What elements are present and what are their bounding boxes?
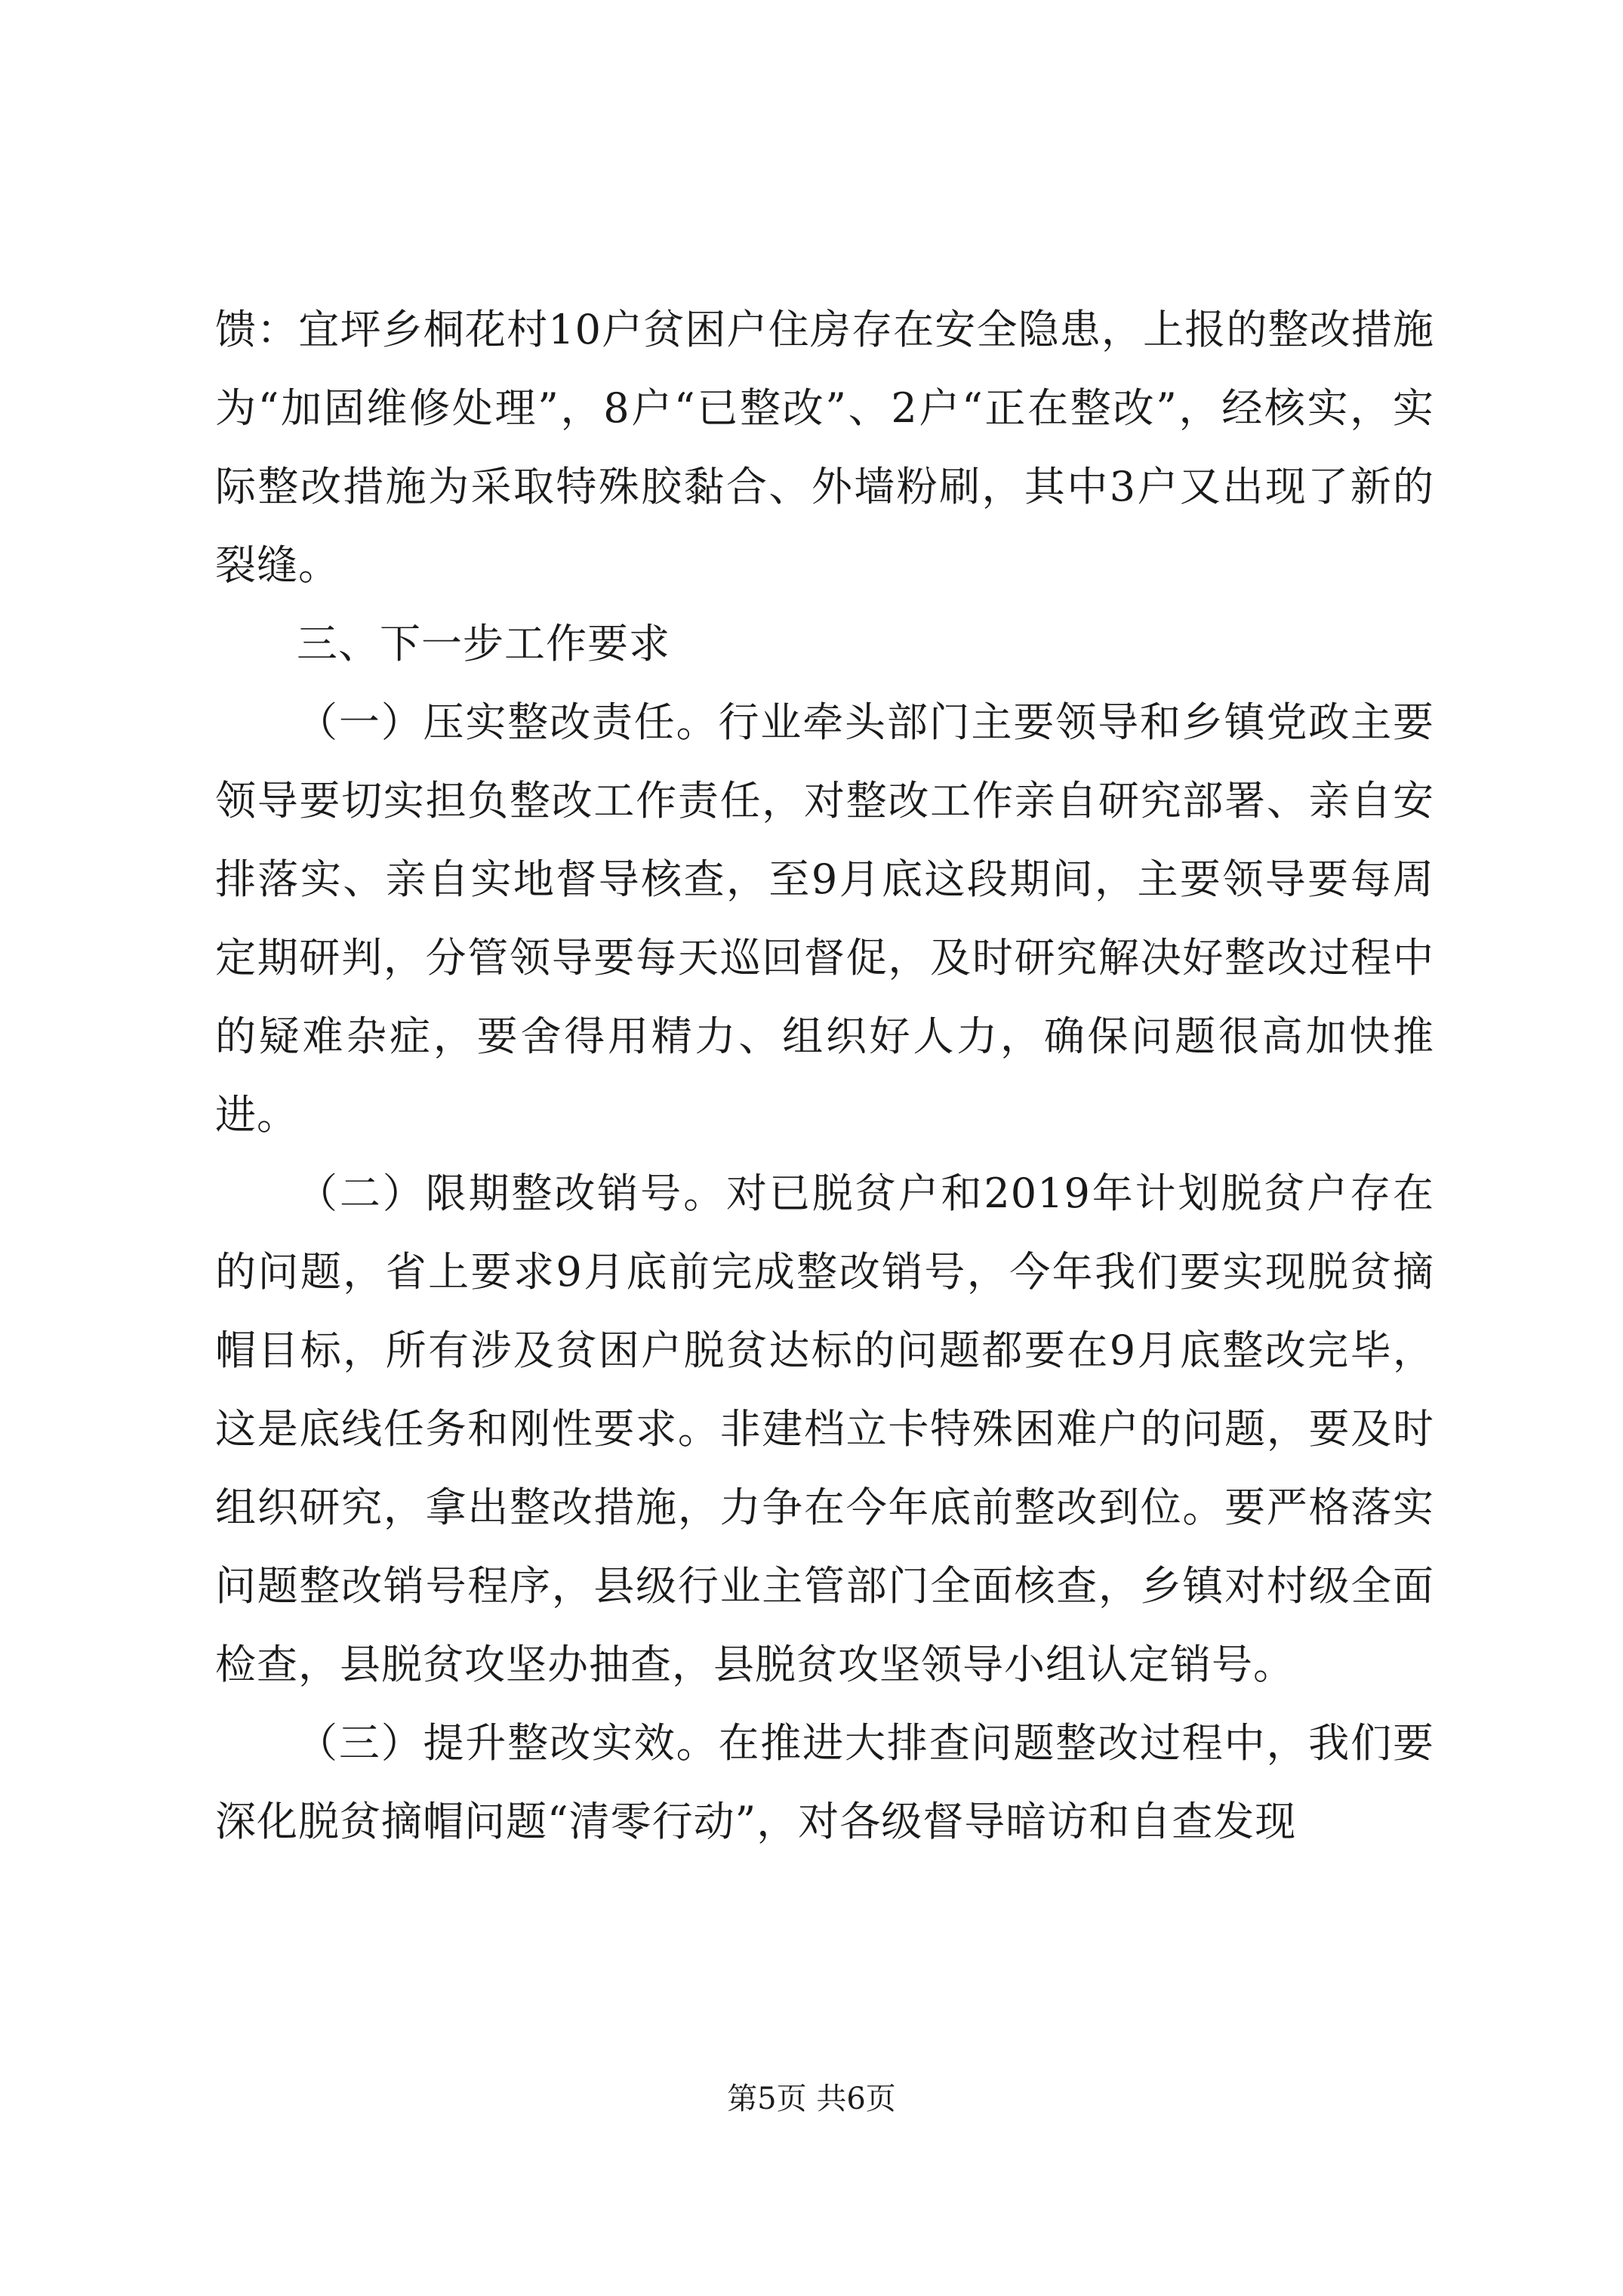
page-footer [0, 2080, 1623, 2118]
paragraph-item-1: （一）压实整改责任。行业牵头部门主要领导和乡镇党政主要领导要切实担负整改工作责任，对整改工作亲自研究部署、亲自安排落实、亲自实地督导核查，至9月底这段期间，主要领导要每周定期研判，分管领导要每天巡回督促，及时研究解决好整改过程中的疑难杂症，要舍得用精力、组织好人力，确保问题很高加快推进。 [215, 698, 1434, 1139]
page-number-label: 第5页 共6页 [727, 2082, 896, 2116]
section-heading: 三、下一步工作要求 [297, 620, 670, 667]
document-body [215, 291, 1434, 1861]
paragraph-item-3: （三）提升整改实效。在推进大排查问题整改过程中，我们要深化脱贫摘帽问题“清零行动”，对各级督导暗访和自查发现 [215, 1719, 1434, 1845]
paragraph-continued: 馈：宜坪乡桐花村10户贫困户住房存在安全隐患，上报的整改措施为“加固维修处理”，8户“已整改”、2户“正在整改”，经核实，实际整改措施为采取特殊胶黏合、外墙粉刷，其中3户又出现了新的裂缝。 [215, 306, 1434, 589]
paragraph-item-2: （二）限期整改销号。对已脱贫户和2019年计划脱贫户存在的问题，省上要求9月底前完成整改销号，今年我们要实现脱贫摘帽目标，所有涉及贫困户脱贫达标的问题都要在9月底整改完毕，这是底线任务和刚性要求。非建档立卡特殊困难户的问题，要及时组织研究，拿出整改措施，力争在今年底前整改到位。要严格落实问题整改销号程序，县级行业主管部门全面核查，乡镇对村级全面检查，县脱贫攻坚办抽查，县脱贫攻坚领导小组认定销号。 [215, 1170, 1434, 1688]
